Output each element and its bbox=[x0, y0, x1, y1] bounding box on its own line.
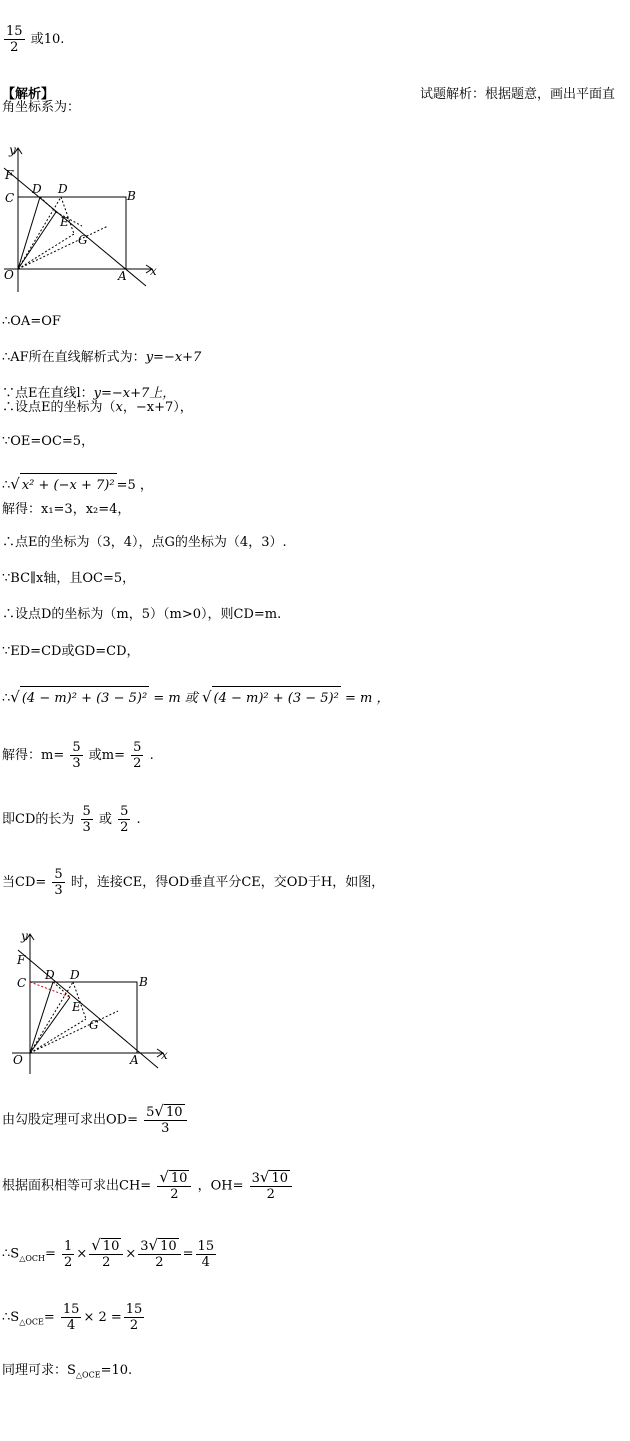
denominator: 2 bbox=[102, 1255, 111, 1270]
line-af-equation bbox=[2, 350, 201, 366]
text: =10. bbox=[100, 1363, 133, 1378]
numerator bbox=[144, 1104, 186, 1121]
line-d-coord: ∴设点D的坐标为（m，5）（m>0），则CD=m. bbox=[2, 607, 282, 622]
line-oe-oc: ∵OE=OC=5， bbox=[2, 434, 95, 449]
text: (4 − m)² + (3 − 5)² bbox=[212, 686, 341, 711]
denominator: 2 bbox=[133, 756, 142, 771]
fig1-label-E: E bbox=[60, 215, 69, 229]
figure-2 bbox=[0, 928, 175, 1078]
fig2-label-y: y bbox=[21, 929, 28, 943]
numerator: 15 bbox=[125, 1302, 143, 1317]
denominator: 2 bbox=[10, 40, 19, 55]
numerator: 5 bbox=[82, 804, 91, 819]
radical-sign: √ bbox=[148, 1236, 159, 1254]
text: 时，连接CE，得OD垂直平分CE，交OD于H，如图， bbox=[70, 875, 385, 890]
text: 即CD的长为 bbox=[2, 812, 75, 827]
line-when-cd bbox=[2, 867, 384, 898]
fig2-label-B: B bbox=[139, 975, 148, 989]
fig2-label-x: x bbox=[161, 1048, 168, 1062]
text: y=−x+7上， bbox=[93, 386, 176, 401]
text: △OCH bbox=[19, 1254, 45, 1264]
fraction bbox=[196, 1239, 217, 1270]
line-distance-eq bbox=[2, 472, 153, 498]
radical-sign: √ bbox=[154, 1102, 164, 1120]
fraction bbox=[61, 1302, 82, 1333]
line-m-solutions bbox=[2, 740, 154, 771]
fraction bbox=[70, 740, 82, 771]
fig1-label-F: F bbox=[5, 168, 14, 182]
fig2-label-E: E bbox=[72, 1000, 81, 1014]
denominator: 3 bbox=[82, 820, 91, 835]
numerator: 5 bbox=[72, 740, 81, 755]
radical-sign: √ bbox=[159, 1168, 169, 1186]
text: × bbox=[76, 1246, 88, 1262]
line-area-oce bbox=[2, 1302, 146, 1333]
fig2-label-D2: D bbox=[70, 968, 80, 982]
text: 当CD= bbox=[2, 875, 47, 890]
denominator: 2 bbox=[266, 1187, 275, 1202]
radical-sign: √ bbox=[91, 1236, 101, 1254]
text: × bbox=[125, 1246, 137, 1262]
text: 10 bbox=[271, 1171, 288, 1186]
text: 或 bbox=[98, 812, 112, 827]
fig1-label-O: O bbox=[4, 268, 14, 282]
text: 10 bbox=[160, 1239, 177, 1254]
text: 同理可求：S bbox=[2, 1363, 76, 1378]
analysis-intro-cont: 角坐标系为： bbox=[2, 100, 81, 115]
text: △OCE bbox=[19, 1317, 44, 1327]
radical-sign: √ bbox=[10, 475, 20, 493]
fig1-label-y: y bbox=[9, 143, 16, 157]
fig1-label-G: G bbox=[78, 233, 88, 247]
text: ∴S bbox=[2, 1310, 20, 1325]
denominator: 4 bbox=[67, 1318, 76, 1333]
text: x bbox=[115, 400, 123, 415]
numerator: 15 bbox=[6, 24, 23, 39]
fig1-label-D2: D bbox=[58, 182, 68, 196]
text: 根据面积相等可求出CH= bbox=[2, 1178, 152, 1194]
fig1-label-D1: D bbox=[32, 182, 42, 196]
text: = bbox=[45, 1246, 56, 1262]
numerator: 15 bbox=[197, 1238, 215, 1254]
numerator bbox=[138, 1238, 180, 1255]
line-solutions-x: 解得：x₁=3，x₂=4， bbox=[2, 502, 131, 517]
line-area-oce-similar bbox=[2, 1363, 132, 1384]
denominator: 3 bbox=[54, 883, 63, 898]
fig2-label-C: C bbox=[17, 976, 27, 990]
numerator: 5 bbox=[120, 804, 129, 819]
text: 或m= bbox=[88, 748, 126, 763]
fig1-label-B: B bbox=[127, 189, 136, 203]
analysis-tag: 【解析】 bbox=[2, 87, 55, 102]
text: y=−x+7 bbox=[145, 350, 202, 365]
denominator: 3 bbox=[72, 756, 81, 771]
fraction bbox=[118, 804, 130, 835]
radical-sign: √ bbox=[10, 688, 20, 706]
radical-sign: √ bbox=[201, 688, 212, 706]
fraction bbox=[81, 804, 93, 835]
fig1-label-x: x bbox=[150, 264, 157, 278]
figure-1 bbox=[0, 142, 170, 292]
fraction bbox=[62, 1239, 74, 1270]
denominator: 4 bbox=[201, 1254, 210, 1270]
text: 10 bbox=[170, 1171, 188, 1186]
denominator: 2 bbox=[170, 1187, 179, 1202]
fig1-label-C: C bbox=[5, 191, 15, 205]
text: = m ， bbox=[344, 691, 390, 706]
numerator bbox=[89, 1238, 123, 1255]
text: 3 bbox=[140, 1239, 149, 1254]
fraction bbox=[144, 1104, 186, 1136]
text: . bbox=[136, 812, 141, 827]
fraction bbox=[157, 1170, 191, 1202]
denominator: 2 bbox=[155, 1255, 164, 1270]
numerator bbox=[250, 1170, 292, 1187]
text: × 2 = bbox=[83, 1310, 122, 1325]
text: . bbox=[149, 748, 154, 763]
denominator: 2 bbox=[129, 1318, 139, 1333]
line-oa-of: ∴OA=OF bbox=[2, 314, 61, 329]
fraction bbox=[131, 740, 143, 771]
answer-fraction bbox=[4, 24, 25, 55]
text: ∴ bbox=[2, 478, 11, 493]
fraction bbox=[124, 1302, 145, 1333]
text: 由勾股定理可求出OD= bbox=[2, 1112, 138, 1128]
line-bc-parallel: ∵BC∥x轴，且OC=5， bbox=[2, 571, 136, 586]
fig2-label-F: F bbox=[17, 953, 26, 967]
fraction bbox=[52, 867, 64, 898]
line-e-g-coords: ∴点E的坐标为（3，4），点G的坐标为（4，3）. bbox=[2, 535, 287, 550]
text: = bbox=[182, 1246, 194, 1262]
line-od-length bbox=[2, 1104, 189, 1136]
fig2-label-G: G bbox=[89, 1018, 99, 1032]
text: ∴S bbox=[2, 1246, 20, 1262]
numerator: 1 bbox=[64, 1238, 73, 1254]
fraction bbox=[250, 1170, 292, 1202]
text: =5 ， bbox=[116, 478, 153, 493]
denominator: 3 bbox=[161, 1121, 170, 1136]
line-cd-length bbox=[2, 804, 141, 835]
text: 10 bbox=[165, 1105, 183, 1120]
text: ∴设点E的坐标为（ bbox=[2, 400, 116, 415]
text: = m 或 bbox=[153, 691, 198, 706]
text: (4 − m)² + (3 − 5)² bbox=[20, 686, 149, 711]
numerator: 5 bbox=[133, 740, 142, 755]
text: ，OH= bbox=[197, 1178, 244, 1194]
fraction bbox=[89, 1238, 123, 1270]
line-area-och bbox=[2, 1238, 218, 1270]
text: ，−x+7）， bbox=[122, 400, 193, 415]
analysis-intro: 试题解析：根据题意，画出平面直 bbox=[420, 87, 616, 102]
numerator: 5 bbox=[54, 867, 63, 882]
numerator: 15 bbox=[62, 1302, 80, 1317]
answer-rest: 或10. bbox=[30, 32, 65, 47]
denominator: 2 bbox=[64, 1254, 73, 1270]
numerator bbox=[157, 1170, 191, 1187]
text: 3 bbox=[251, 1171, 260, 1186]
line-m-equations bbox=[2, 685, 389, 711]
text: ∴AF所在直线解析式为： bbox=[2, 350, 146, 365]
text: △OCE bbox=[75, 1370, 101, 1380]
fig1-label-A: A bbox=[118, 269, 127, 283]
text: 10 bbox=[102, 1239, 120, 1254]
fig2-label-D1: D bbox=[45, 968, 55, 982]
text: x² + (−x + 7)² bbox=[20, 473, 117, 498]
text: ∵点E在直线l： bbox=[2, 386, 94, 401]
fraction bbox=[138, 1238, 180, 1270]
denominator: 2 bbox=[120, 820, 129, 835]
fig2-label-A: A bbox=[130, 1053, 139, 1067]
line-e-coord bbox=[2, 400, 193, 416]
line-ed-cd: ∵ED=CD或GD=CD， bbox=[2, 644, 140, 659]
text: 5 bbox=[146, 1105, 155, 1120]
answer-line bbox=[2, 24, 64, 55]
fig2-label-O: O bbox=[13, 1053, 23, 1067]
text: = bbox=[43, 1310, 55, 1325]
line-ch-oh bbox=[2, 1170, 294, 1202]
radical-sign: √ bbox=[259, 1168, 270, 1186]
text: 解得：m= bbox=[2, 748, 65, 763]
text: ∴ bbox=[2, 691, 11, 706]
